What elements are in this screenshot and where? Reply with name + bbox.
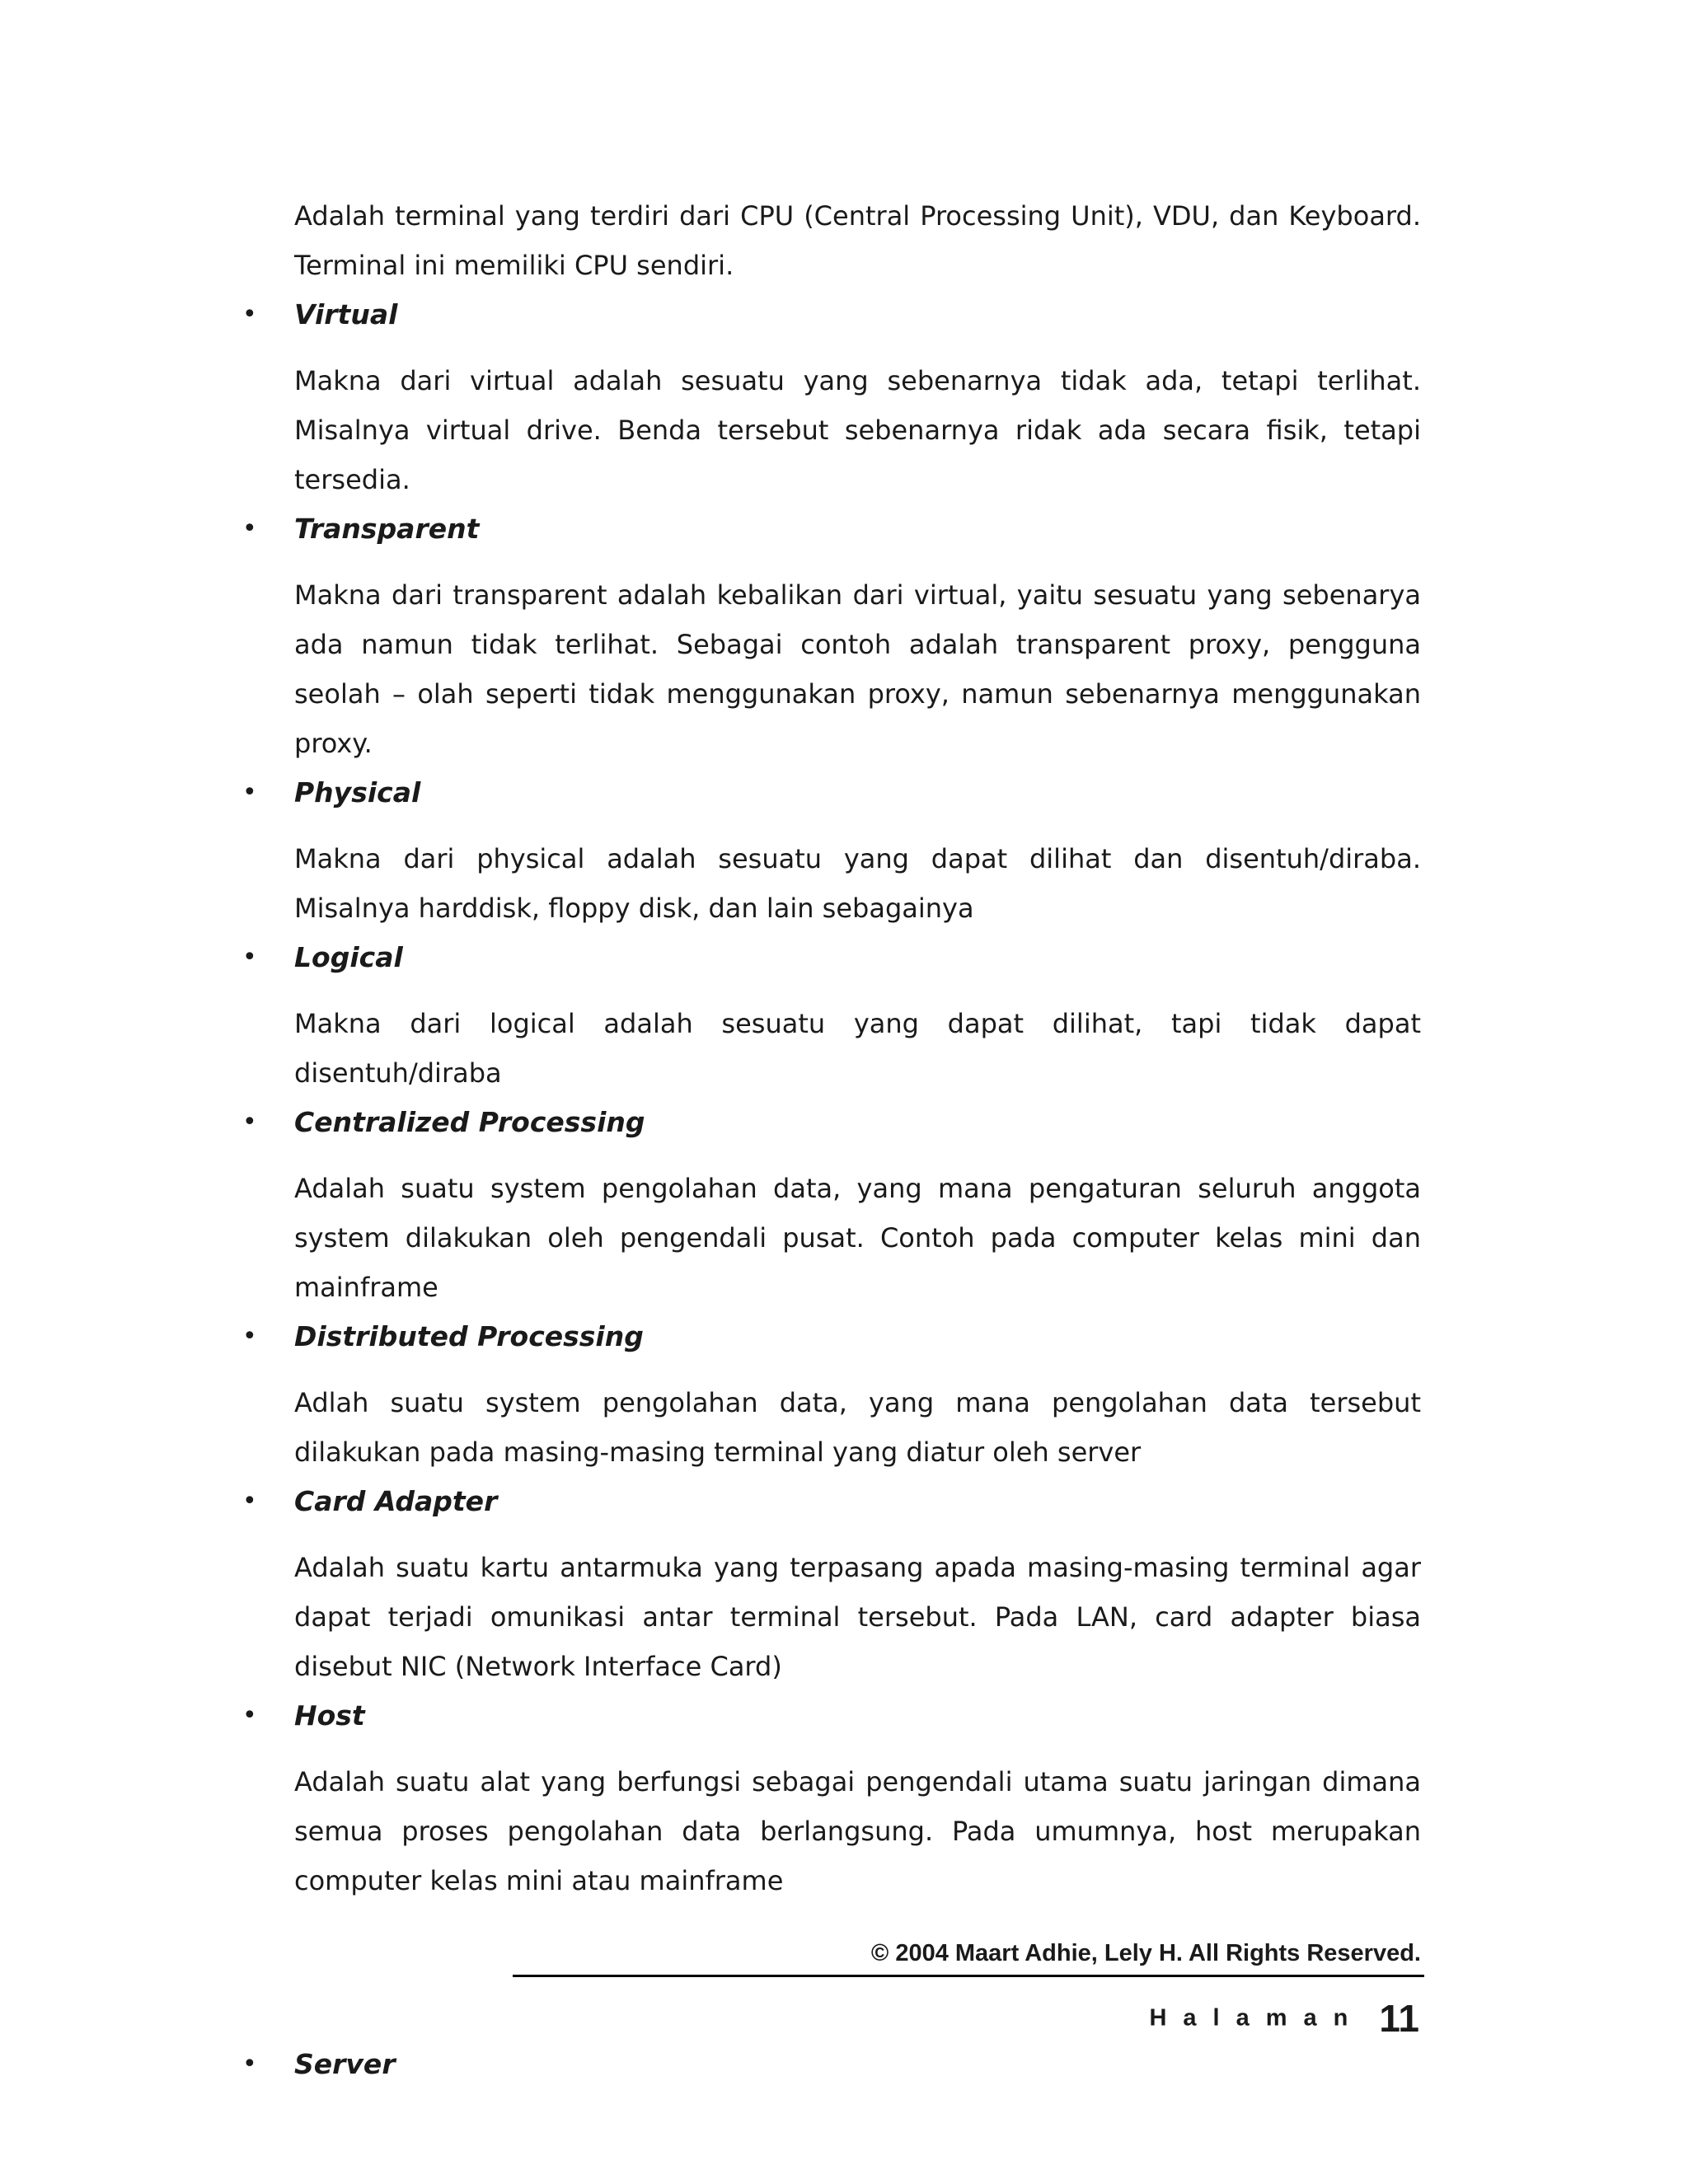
page-indicator <box>1149 1996 1419 2041</box>
term-description: Adalah suatu system pengolahan data, yang mana pengaturan seluruh anggota system dilakukan oleh pengendali pusat. Contoh pada computer kelas mini dan mainframe <box>294 1173 1421 1303</box>
page-footer <box>513 1937 1424 2040</box>
term-row <box>242 1312 1421 1361</box>
term-description: Makna dari logical adalah sesuatu yang dapat dilihat, tapi tidak dapat disentuh/diraba <box>294 1008 1421 1089</box>
term-row <box>242 1098 1421 1147</box>
bullet-icon: • <box>242 300 257 329</box>
list-item-server <box>242 2040 1421 2089</box>
footer-divider <box>513 1975 1424 1977</box>
list-item-physical <box>242 768 1421 933</box>
document-body <box>242 191 1421 2089</box>
term-title: Server <box>294 2048 396 2080</box>
term-description: Makna dari virtual adalah sesuatu yang sebenarnya tidak ada, tetapi terlihat. Misalnya virtual drive. Benda tersebut sebenarnya ridak ada secara fisik, tetapi tersedia. <box>294 365 1421 495</box>
term-title: Physical <box>294 776 421 808</box>
bullet-icon: • <box>242 2050 257 2079</box>
page-number: 11 <box>1379 1997 1419 2040</box>
term-row <box>242 290 1421 340</box>
term-row <box>242 1477 1421 1526</box>
list-item-transparent <box>242 504 1421 768</box>
term-title: Card Adapter <box>294 1485 498 1517</box>
term-description: Adalah suatu kartu antarmuka yang terpasang apada masing-masing terminal agar dapat terjadi omunikasi antar terminal tersebut. Pada LAN, card adapter biasa disebut NIC (Network Interface Card) <box>294 1552 1421 1682</box>
list-item-centralized-processing <box>242 1098 1421 1312</box>
term-description: Makna dari physical adalah sesuatu yang dapat dilihat dan disentuh/diraba. Misalnya harddisk, floppy disk, dan lain sebagainya <box>294 843 1421 924</box>
bullet-icon: • <box>242 514 257 543</box>
term-title: Logical <box>294 941 403 973</box>
term-description: Adlah suatu system pengolahan data, yang mana pengolahan data tersebut dilakukan pada masing-masing terminal yang diatur oleh server <box>294 1387 1421 1468</box>
term-row <box>242 933 1421 982</box>
term-description: Adalah suatu alat yang berfungsi sebagai pengendali utama suatu jaringan dimana semua proses pengolahan data berlangsung. Pada umumnya, host merupakan computer kelas mini atau mainframe <box>294 1766 1421 1896</box>
list-item-distributed-processing <box>242 1312 1421 1477</box>
list-item-logical <box>242 933 1421 1098</box>
term-title: Transparent <box>294 513 480 545</box>
term-title: Host <box>294 1699 365 1732</box>
page-label: Halaman <box>1149 2004 1365 2032</box>
bullet-icon: • <box>242 778 257 807</box>
bullet-icon: • <box>242 943 257 972</box>
term-description: Makna dari transparent adalah kebalikan dari virtual, yaitu sesuatu yang sebenarya ada namun tidak terlihat. Sebagai contoh adalah transparent proxy, pengguna seolah – olah seperti tidak menggunakan proxy, namun sebenarnya menggunakan proxy. <box>294 579 1421 759</box>
copyright-notice: © 2004 Maart Adhie, Lely H. All Rights Reserved. <box>870 1940 1421 1966</box>
term-row <box>242 768 1421 818</box>
list-item-card-adapter <box>242 1477 1421 1691</box>
list-item-virtual <box>242 290 1421 504</box>
term-title: Distributed Processing <box>294 1320 644 1352</box>
bullet-icon: • <box>242 1487 257 1516</box>
bullet-icon: • <box>242 1322 257 1351</box>
term-title: Virtual <box>294 298 398 330</box>
term-row <box>242 2040 1421 2089</box>
bullet-icon: • <box>242 1108 257 1137</box>
term-row <box>242 1691 1421 1741</box>
term-row <box>242 504 1421 554</box>
list-item-host <box>242 1691 1421 1905</box>
intro-paragraph: Adalah terminal yang terdiri dari CPU (Central Processing Unit), VDU, dan Keyboard. Terminal ini memiliki CPU sendiri. <box>294 200 1421 281</box>
term-title: Centralized Processing <box>294 1106 645 1138</box>
bullet-icon: • <box>242 1701 257 1730</box>
